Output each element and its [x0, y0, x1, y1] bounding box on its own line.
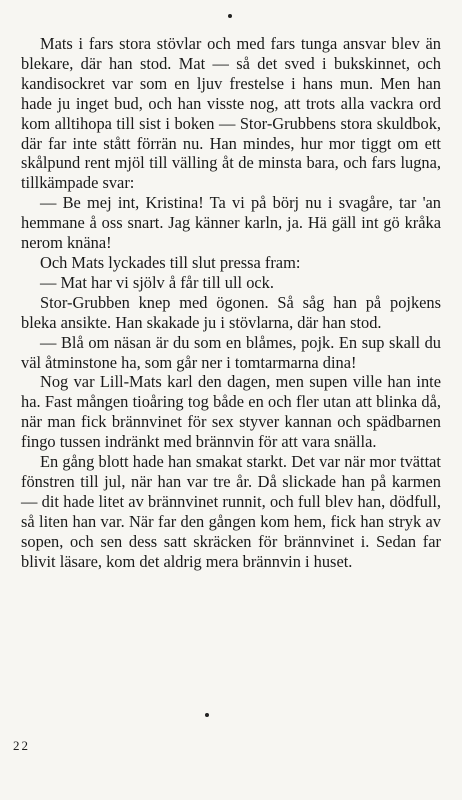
body-text — [21, 34, 441, 571]
paragraph: Mats i fars stora stövlar och med fars tunga ansvar blev än blekare, där han stod. Mat — så det sved i bukskinnet, och kandisockret var som en ljuv frestelse i hans mun. Men han hade ju inget bud, och han visste nog, att trots alla vackra ord kom alltihopa till sist i boken — Stor-Grubbens stora skuldbok, där far inte stått förrän nu. Han mindes, hur mor tiggt om ett skålpund rent mjöl till välling åt de minsta bara, och fars lugna, tillkämpade svar: — [21, 34, 441, 193]
paragraph: En gång blott hade han smakat starkt. Det var när mor tvättat fönstren till jul, när han var tre år. Då slickade han på karmen — dit hade litet av brännvinet runnit, och full blev han, dödfull, så liten han var. När far den gången kom hem, fick han stryk av sopen, och sen dess satt skräcken för brännvinet i. Sedan far blivit läsare, kom det aldrig mera brännvin i huset. — [21, 452, 441, 571]
ornament-dot-top — [228, 14, 232, 18]
paragraph: — Blå om näsan är du som en blåmes, pojk. En sup skall du väl åtminstone ha, som går ner i tomtarmarna dina! — [21, 332, 441, 372]
paragraph: Stor-Grubben knep med ögonen. Så såg han på pojkens bleka ansikte. Han skakade ju i stövlarna, där han stod. — [21, 292, 441, 332]
paragraph: Och Mats lyckades till slut pressa fram: — [40, 252, 301, 272]
paragraph: — Be mej int, Kristina! Ta vi på börj nu i svagåre, tar 'an hemmane å oss snart. Jag känner karln, ja. Hä gäll int gö kråka nerom knäna! — [21, 193, 441, 253]
paragraph: Nog var Lill-Mats karl den dagen, men supen ville han inte ha. Fast mången tioåring tog både en och fler utan att blinka då, när man fick brännvinet för sex styver kannan och spädbarnen fingo tussen indränkt med brännvin för att vara snälla. — [21, 372, 441, 452]
ornament-dot-bottom — [205, 713, 209, 717]
page-number: 22 — [13, 738, 30, 753]
paragraph: — Mat har vi sjölv å får till ull ock. — [40, 272, 274, 292]
